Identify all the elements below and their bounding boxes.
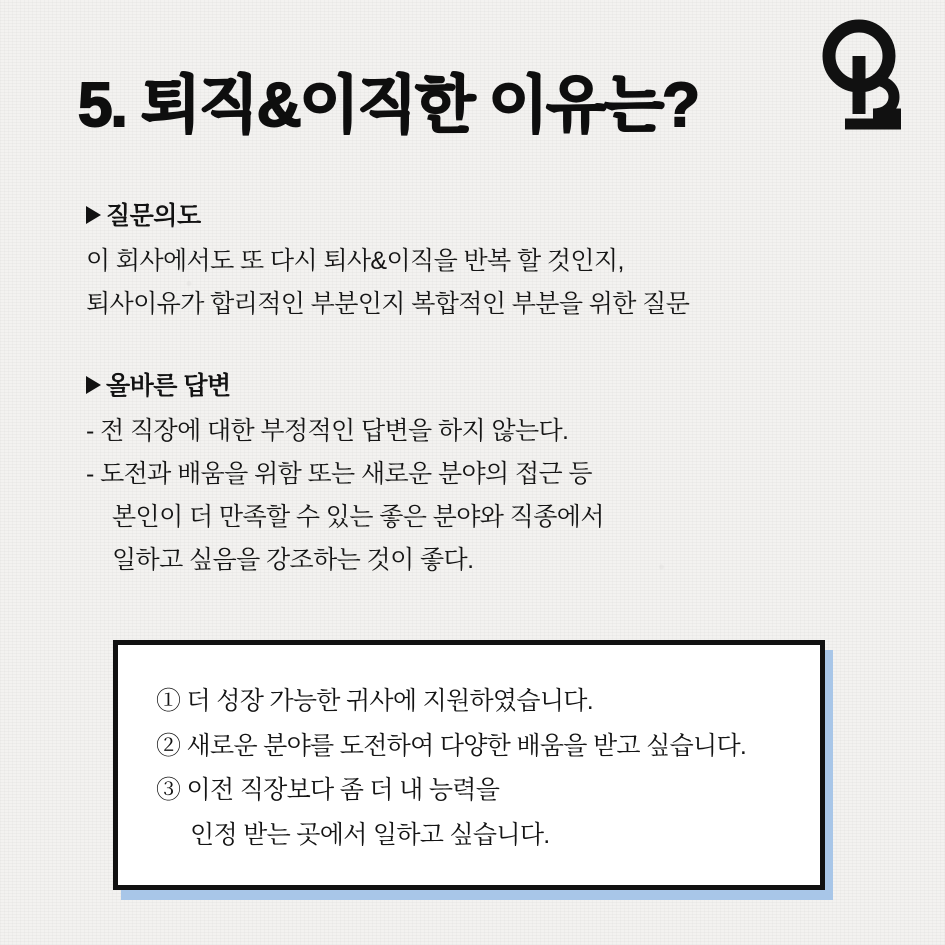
section-heading-answer-label: 올바른 답변 <box>106 372 231 400</box>
example-answer-2: ② 새로운 분야를 도전하여 다양한 배움을 받고 싶습니다. <box>156 731 747 760</box>
page-title: 5. 퇴직&이직한 이유는? <box>78 71 698 140</box>
answer-guide-line-2: - 도전과 배움을 위함 또는 새로운 분야의 접근 등 <box>86 460 592 488</box>
section-heading-intent-label: 질문의도 <box>106 202 201 230</box>
triangle-bullet-icon <box>86 206 101 224</box>
section-heading-intent <box>86 196 885 232</box>
section-heading-answer <box>86 366 885 402</box>
answer-guide-line-1: - 전 직장에 대한 부정적인 답변을 하지 않는다. <box>86 417 569 445</box>
section-question-intent <box>86 196 885 326</box>
intent-line-1: 이 회사에서도 또 다시 퇴사&이직을 반복 할 것인지, <box>86 247 624 275</box>
intent-line-2: 퇴사이유가 합리적인 부분인지 복합적인 부분을 위한 질문 <box>86 290 690 318</box>
answer-guide-line-3: 본인이 더 만족할 수 있는 좋은 분야와 직종에서 <box>112 503 604 531</box>
example-answer-3-continued: 인정 받는 곳에서 일하고 싶습니다. <box>190 820 550 849</box>
example-answer-3: ③ 이전 직장보다 좀 더 내 능력을 <box>156 776 500 804</box>
example-answers-box <box>113 640 825 890</box>
answer-guide-line-4: 일하고 싶음을 강조하는 것이 좋다. <box>112 546 474 574</box>
triangle-bullet-icon <box>86 376 101 394</box>
q2-circle-logo-icon <box>815 18 911 134</box>
example-answer-1: ① 더 성장 가능한 귀사에 지원하였습니다. <box>156 687 593 715</box>
section-correct-answer <box>86 366 885 582</box>
